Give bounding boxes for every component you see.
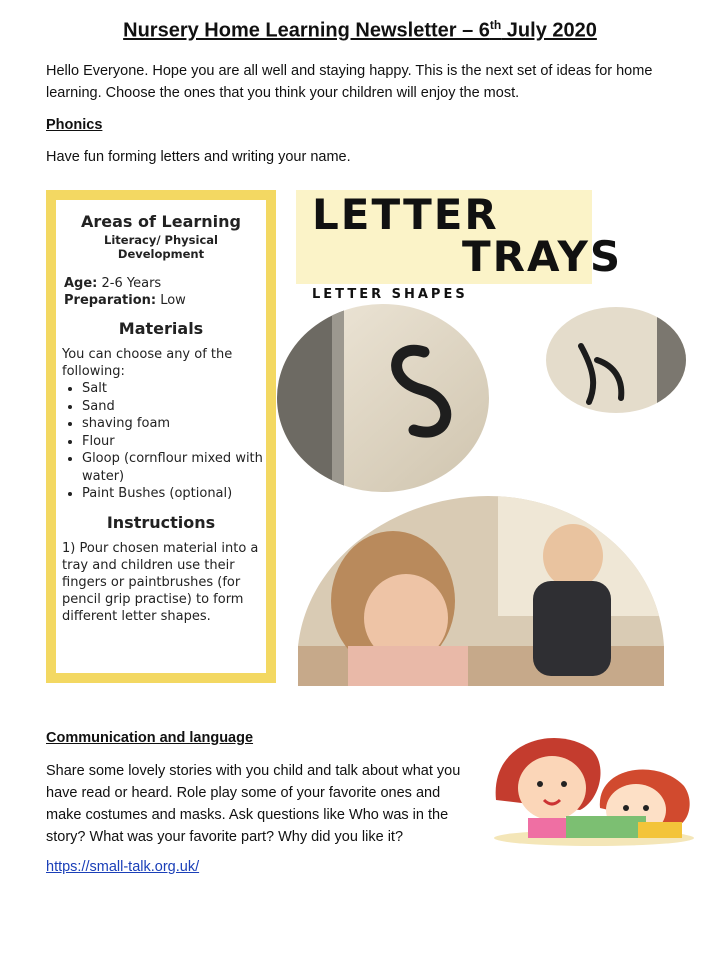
age-row	[64, 275, 266, 292]
small-talk-link-row	[46, 856, 346, 878]
small-talk-link[interactable]: https://small-talk.org.uk/	[46, 859, 200, 875]
title-main: Nursery Home Learning Newsletter – 6	[123, 19, 490, 42]
phonics-text: Have fun forming letters and writing your name.	[46, 149, 351, 165]
trays-word: TRAYS	[462, 232, 623, 281]
age-value: 2-6 Years	[101, 276, 162, 291]
prep-row	[64, 292, 266, 309]
materials-title: Materials	[118, 319, 204, 338]
age-label: Age:	[64, 276, 98, 291]
prep-label: Preparation:	[64, 293, 157, 308]
intro-paragraph: Hello Everyone. Hope you are all well and staying happy. This is the next set of ideas for home learning. Choose the ones that you think your children will enjoy the most.	[46, 63, 653, 101]
list-item: • Gloop (cornflour mixed with water)	[82, 450, 266, 485]
materials-intro: You can choose any of the following:	[62, 347, 233, 379]
title-superscript: th	[489, 18, 502, 32]
letter-shapes-subtitle: LETTER SHAPES	[312, 287, 468, 302]
areas-subtitle: Literacy/ Physical Development	[104, 233, 218, 261]
list-item: • Sand	[82, 398, 266, 416]
phonics-heading: Phonics	[46, 117, 103, 133]
activity-card	[46, 190, 276, 683]
prep-value: Low	[160, 293, 186, 308]
list-item: • shaving foam	[82, 415, 266, 433]
letter-word: LETTER	[312, 190, 499, 239]
list-item: • Salt	[82, 380, 266, 398]
sand-tray-photo-left	[274, 302, 492, 494]
sand-tray-photo-right	[545, 306, 687, 414]
instructions-text: 1) Pour chosen material into a tray and children use their fingers or paintbrushes (for pencil grip practise) to form different letter shapes.	[62, 540, 259, 624]
instructions-title: Instructions	[106, 512, 216, 532]
areas-title: Areas of Learning	[81, 212, 241, 231]
list-item: • Flour	[82, 433, 266, 451]
list-item: • Paint Bushes (optional)	[82, 485, 266, 503]
children-playing-photo	[298, 496, 664, 686]
title-end: July 2020	[501, 19, 597, 42]
materials-list	[56, 380, 266, 503]
communication-heading: Communication and language	[46, 730, 254, 746]
reading-children-illustration	[488, 730, 700, 846]
communication-text: Share some lovely stories with you child and talk about what you have read or heard. Role play some of your favorite ones and make costumes and masks. Ask questions like Who was in the story? What was your favorite part? Why did you like it?	[46, 763, 461, 845]
newsletter-title	[0, 18, 720, 43]
